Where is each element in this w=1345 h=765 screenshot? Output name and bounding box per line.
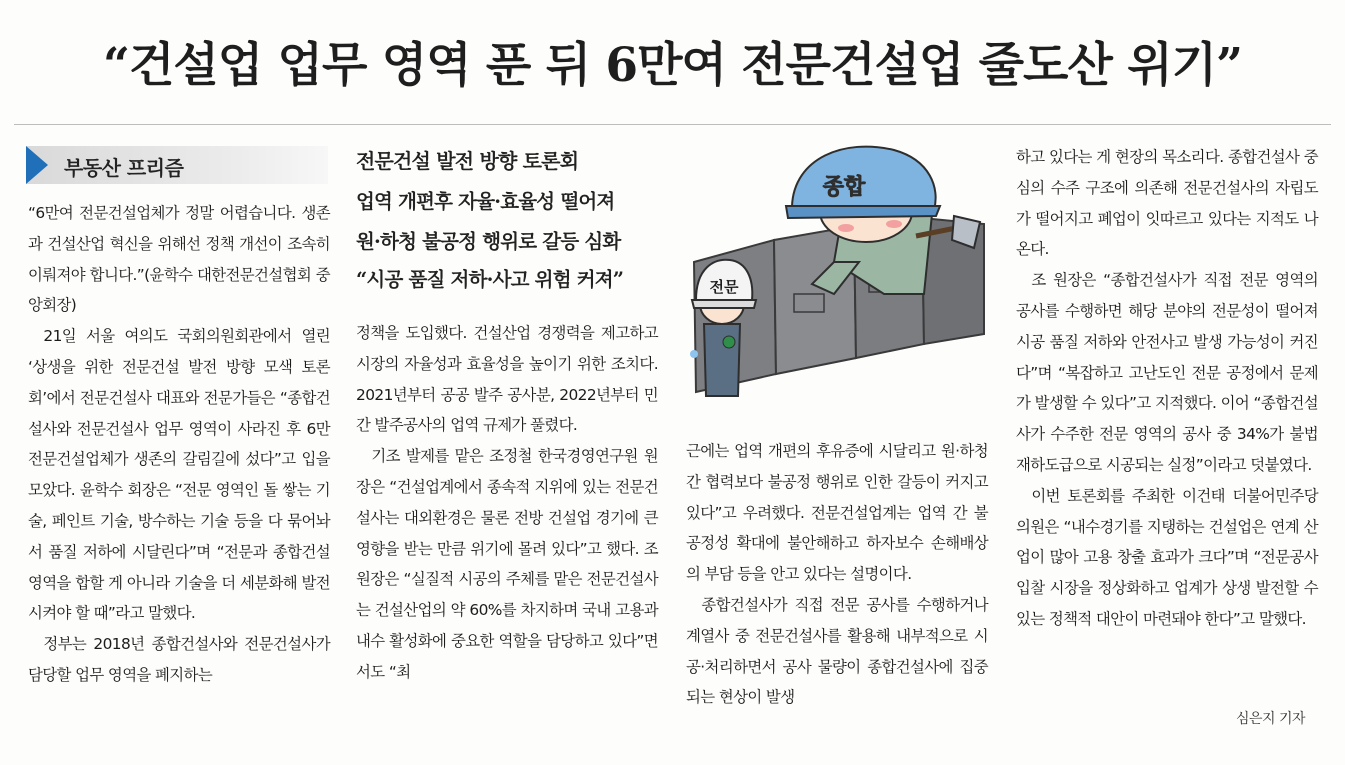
paragraph: “6만여 전문건설업체가 정말 어렵습니다. 생존과 건설산업 혁신을 위해선 정책 개선이 조속히 이뤄져야 합니다.”(윤학수 대한전문건설협회 중앙회장) [28,204,330,315]
subhead-title: 전문건설 발전 방향 토론회 [356,149,579,173]
paragraph: 정책을 도입했다. 건설산업 경쟁력을 제고하고 시장의 자율성과 효율성을 높이기 위한 조치다. 2021년부터 공공 발주 공사분, 2022년부터 민간 발주공사의 업역 규제가 풀렸다. [356,324,658,435]
paragraph: 기조 발제를 맡은 조정철 한국경영연구원 원장은 “건설업계에서 종속적 지위에 있는 전문건설사는 대외환경은 물론 전방 건설업 경기에 큰 영향을 받는 만큼 위기에 몰려 있다”고 했다. 조 원장은 “실질적 시공의 주체를 맡은 전문건설사는 건설산업의 약 60%를 차지하며 국내 고용과 내수 활성화에 중요한 역할을 담당하고 있다”면서도 “최 [356,447,658,681]
paragraph: 종합건설사가 직접 전문 공사를 수행하거나 계열사 중 전문건설사를 활용해 내부적으로 시공·처리하면서 공사 물량이 종합건설사에 집중되는 현상이 발생 [686,595,988,707]
helmet-label-big: 종합 [822,175,866,200]
article-column-4 [1016,142,1318,635]
section-tag-label: 부동산 프리즘 [64,156,184,180]
subhead-line-2: 원·하청 불공정 행위로 갈등 심화 [356,230,621,253]
editorial-cartoon [684,144,992,406]
subhead-line-1: 업역 개편후 자율·효율성 떨어져 [356,190,615,213]
byline: 심은지 기자 [1236,711,1306,727]
headline: “건설업 업무 영역 푼 뒤 6만여 전문건설업 줄도산 위기” [102,38,1243,93]
paragraph: 하고 있다는 게 현장의 목소리다. 종합건설사 중심의 수주 구조에 의존해 전문건설사의 자립도가 떨어지고 폐업이 잇따르고 있다는 지적도 나온다. [1016,148,1318,259]
article-column-3 [686,436,988,713]
paragraph: 정부는 2018년 종합건설사와 전문건설사가 담당할 업무 영역을 폐지하는 [28,635,330,684]
article-column-2 [356,318,658,688]
triangle-marker-icon [26,146,48,184]
article-column-1 [28,198,330,691]
subhead-line-3: “시공 품질 저하·사고 위험 커져” [356,268,624,291]
paragraph: 이번 토론회를 주최한 이건태 더불어민주당 의원은 “내수경기를 지탱하는 건설업은 연계 산업이 많아 고용 창출 효과가 크다”며 “전문공사 입찰 시장을 정상화하고 업계가 상생 발전할 수 있는 정책적 대안이 마련돼야 한다”고 말했다. [1016,486,1318,628]
paragraph: 21일 서울 여의도 국회의원회관에서 열린 ‘상생을 위한 전문건설 발전 방향 모색 토론회’에서 전문건설사 대표와 전문가들은 “종합건설사와 전문건설사 업무 영역이 사라진 후 6만 전문건설업체가 생존의 갈림길에 섰다”고 입을 모았다. 윤학수 회장은 “전문 영역인 돌 쌓는 기술, 페인트 기술, 방수하는 기술 등을 다 묶어놔서 품질 저하에 시달린다”며 “전문과 종합건설 영역을 합할 게 아니라 기술을 더 세분화해 발전시켜야 할 때”라고 말했다. [28,327,330,623]
paragraph: 조 원장은 “종합건설사가 직접 전문 영역의 공사를 수행하면 해당 분야의 전문성이 떨어져 시공 품질 저하와 안전사고 발생 가능성이 커진다”며 “복잡하고 고난도인 전문 공정에서 문제가 발생할 수 있다”고 지적했다. 이어 “종합건설사가 수주한 전문 영역의 공사 중 34%가 불법 재하도급으로 시공되는 실정”이라고 덧붙였다. [1016,271,1318,474]
paragraph: 근에는 업역 개편의 후유증에 시달리고 원·하청 간 협력보다 불공정 행위로 인한 갈등이 커지고 있다”고 우려했다. 전문건설업계는 업역 간 불공정성 확대에 불안해하고 하자보수 손해배상의 부담 등을 안고 있다는 설명이다. [686,442,988,584]
section-tag [26,146,328,184]
headline-rule [14,124,1331,125]
helmet-label-small: 전문 [709,278,739,296]
cartoon-illustration [684,144,992,406]
